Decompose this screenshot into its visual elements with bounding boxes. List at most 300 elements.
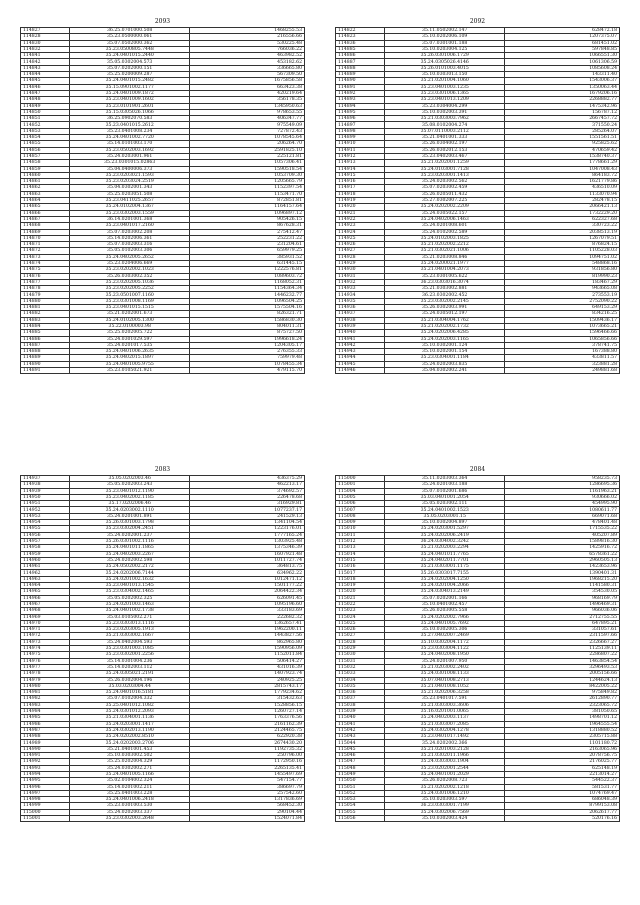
row-code-cell: 35.21.0303002.1667 — [70, 633, 190, 639]
row-code-cell: 35.23.0202005.2252 — [70, 286, 190, 292]
row-code-cell: 35.21.0202001.673 — [70, 311, 190, 317]
row-code-cell: 35.24.0202002.2209 — [385, 204, 505, 210]
row-value-cell: 2161162.39 — [190, 721, 305, 727]
row-id-cell: 114847 — [21, 90, 70, 96]
row-value-cell: 568452.30 — [190, 803, 305, 809]
row-code-cell: 35.24.0402008.1950 — [385, 652, 505, 658]
row-value-cell: 930666.02 — [505, 494, 620, 500]
row-value-cell: 1077237.17 — [190, 507, 305, 513]
row-code-cell: 35.03.0105002.271 — [70, 614, 190, 620]
row-id-cell: 115035 — [336, 683, 385, 689]
row-id-cell: 114891 — [336, 84, 385, 90]
row-code-cell: 35.21.0303007.2085 — [385, 721, 505, 727]
row-id-cell: 114960 — [21, 557, 70, 563]
row-id-cell: 114916 — [336, 179, 385, 185]
row-code-cell: 35.11.0502002.147 — [385, 28, 505, 34]
row-code-cell: 35.21.0202002.1732 — [385, 323, 505, 329]
block-title: 2084 — [469, 466, 486, 473]
row-value-cell: 1152397.54 — [190, 185, 305, 191]
row-id-cell: 114828 — [21, 34, 70, 40]
row-code-cell: 35.24.0201003.1463 — [70, 601, 190, 607]
table-row — [21, 368, 305, 374]
row-id-cell: 114976 — [21, 658, 70, 664]
row-code-cell: 35.24.0402003.2267 — [70, 551, 190, 557]
row-id-cell: 114932 — [336, 279, 385, 285]
row-id-cell: 114941 — [336, 336, 385, 342]
row-id-cell: 115005 — [336, 494, 385, 500]
row-value-cell: 2323065.72 — [505, 702, 620, 708]
row-value-cell: 276355.33 — [190, 349, 305, 355]
row-value-cell: 1538740.37 — [505, 153, 620, 159]
row-value-cell: 143311.40 — [505, 72, 620, 78]
row-id-cell: 115056 — [336, 816, 385, 822]
row-value-cell: 241529.13 — [190, 513, 305, 519]
row-code-cell: 35.24.0301012.2093 — [70, 708, 190, 714]
row-code-cell: 35.23.0401015.1515 — [70, 305, 190, 311]
row-value-cell: 1066551.30 — [505, 53, 620, 59]
row-id-cell: 114939 — [336, 323, 385, 329]
row-id-cell: 114940 — [336, 330, 385, 336]
data-table — [335, 475, 620, 822]
row-id-cell: 114937 — [336, 311, 385, 317]
row-code-cell: 35.07.0203002.208 — [70, 229, 190, 235]
row-value-cell: 1125139.11 — [505, 646, 620, 652]
row-id-cell: 114990 — [21, 746, 70, 752]
row-id-cell: 115021 — [336, 595, 385, 601]
row-code-cell: 35.14.0201002.211 — [70, 784, 190, 790]
row-id-cell: 115028 — [336, 639, 385, 645]
row-code-cell: 35.23.0304004.299 — [385, 103, 505, 109]
row-code-cell: 35.23.0302003.1559 — [70, 210, 190, 216]
row-code-cell: 36.14.0201001.368 — [70, 216, 190, 222]
row-id-cell: 114974 — [21, 646, 70, 652]
row-code-cell: 35.24.0401002.1523 — [385, 507, 505, 513]
row-code-cell: 35.23.0401015.2612 — [70, 122, 190, 128]
row-id-cell: 114946 — [336, 368, 385, 374]
row-value-cell: 222682.32 — [190, 614, 305, 620]
row-value-cell: 1154364.34 — [190, 286, 305, 292]
row-id-cell: 114980 — [21, 683, 70, 689]
row-id-cell: 114879 — [21, 292, 70, 298]
row-code-cell: 35.23.0204006.669 — [70, 260, 190, 266]
row-value-cell: 1345950.63 — [190, 103, 305, 109]
row-id-cell: 114926 — [336, 242, 385, 248]
row-id-cell: 114881 — [21, 305, 70, 311]
row-id-cell: 114894 — [336, 103, 385, 109]
row-code-cell: 35.24.0401002.1738 — [70, 608, 190, 614]
row-code-cell: 35.23.0402003.467 — [385, 153, 505, 159]
row-code-cell: 35.24.0203002.1110 — [70, 507, 190, 513]
row-value-cell: 257542.60 — [190, 790, 305, 796]
row-code-cell: 35.24.0203001.961 — [70, 153, 190, 159]
row-value-cell: 1078455.34 — [190, 361, 305, 367]
row-code-cell: 35.21.0401004.2073 — [385, 267, 505, 273]
row-code-cell: 35.24.0301029.597 — [70, 336, 190, 342]
table-block-2084 — [335, 466, 620, 822]
row-id-cell: 115032 — [336, 664, 385, 670]
row-value-cell: 597848.85 — [505, 46, 620, 52]
row-code-cell: 35.15.0901002.1177 — [70, 84, 190, 90]
row-id-cell: 115049 — [336, 771, 385, 777]
row-id-cell: 114876 — [21, 273, 70, 279]
row-value-cell: 231204.61 — [190, 242, 305, 248]
row-code-cell: 35.27.0302007.225 — [385, 198, 505, 204]
row-code-cell: 35.14.0202006.361 — [70, 235, 190, 241]
row-code-cell: 35.22.0100003.98 — [70, 323, 190, 329]
row-id-cell: 114989 — [21, 740, 70, 746]
row-code-cell: 35.24.0102005.1300 — [70, 317, 190, 323]
row-id-cell: 114899 — [336, 135, 385, 141]
row-value-cell: 8799153.08 — [505, 803, 620, 809]
row-code-cell: 35.24.0303003.1904 — [385, 759, 505, 765]
row-id-cell: 114999 — [21, 803, 70, 809]
row-id-cell: 114863 — [21, 191, 70, 197]
row-code-cell: 35.24.0305026.4146 — [385, 59, 505, 65]
row-value-cell: 249881.68 — [505, 368, 620, 374]
row-code-cell: 35.07.0102004.332 — [70, 696, 190, 702]
row-code-cell: 35.24.0102002.589 — [385, 229, 505, 235]
row-code-cell: 35.24.0202006.7144 — [70, 570, 190, 576]
row-code-cell: 35.24.0305012.197 — [385, 311, 505, 317]
row-value-cell: 1222576.81 — [190, 267, 305, 273]
row-code-cell: 35.21.0401008.1052 — [385, 683, 505, 689]
row-value-cell: 405207.89 — [505, 532, 620, 538]
row-code-cell: 35.21.0202001.1259 — [385, 160, 505, 166]
row-value-cell: 1501177.22 — [190, 583, 305, 589]
block-title: 2093 — [154, 18, 171, 25]
row-id-cell: 114866 — [21, 210, 70, 216]
row-id-cell: 115011 — [336, 532, 385, 538]
row-value-cell: 1778661.29 — [505, 160, 620, 166]
row-id-cell: 114841 — [21, 53, 70, 59]
row-code-cell: 35.23.0304001.1184 — [385, 355, 505, 361]
row-value-cell: 1675856.58 — [190, 78, 305, 84]
row-value-cell: 1073665.21 — [505, 323, 620, 329]
row-value-cell: 1455497.69 — [190, 771, 305, 777]
row-value-cell: 867628.31 — [190, 223, 305, 229]
row-id-cell: 115008 — [336, 513, 385, 519]
row-value-cell: 2286807.22 — [505, 652, 620, 658]
row-code-cell: 35.23.0401017.2160 — [70, 223, 190, 229]
row-code-cell: 35.24.0401001.2029 — [385, 771, 505, 777]
row-code-cell: 35.24.0401006.2635 — [70, 349, 190, 355]
row-id-cell: 114890 — [336, 78, 385, 84]
row-value-cell: 681451.02 — [505, 40, 620, 46]
table-block-2093 — [20, 18, 305, 374]
row-code-cell: 35.24.0102003.1825 — [385, 235, 505, 241]
row-value-cell: 385931.52 — [190, 254, 305, 260]
row-value-cell: 381050.65 — [505, 708, 620, 714]
row-code-cell: 35.21.0401001.333 — [385, 135, 505, 141]
row-id-cell: 114912 — [336, 153, 385, 159]
row-id-cell: 114942 — [336, 342, 385, 348]
row-code-cell: 36.24.0304002.3242 — [385, 538, 505, 544]
row-value-cell: 1407923.74 — [190, 671, 305, 677]
row-code-cell: 35.23.0401013.1545 — [70, 583, 190, 589]
row-id-cell: 114887 — [21, 342, 70, 348]
data-table — [20, 475, 305, 822]
row-value-cell: 649153.29 — [505, 305, 620, 311]
row-code-cell: 35.10.0302004.897 — [385, 520, 505, 526]
row-value-cell: 925825.62 — [505, 141, 620, 147]
row-value-cell: 462213.17 — [190, 482, 305, 488]
row-id-cell: 114851 — [21, 116, 70, 122]
row-code-cell: 35.05.0302004.573 — [70, 59, 190, 65]
row-id-cell: 115041 — [336, 721, 385, 727]
row-code-cell: 35.23.0203021.1593 — [70, 172, 190, 178]
row-id-cell: 114982 — [21, 696, 70, 702]
row-value-cell: 1053709.30 — [190, 172, 305, 178]
row-id-cell: 114924 — [336, 229, 385, 235]
row-value-cell: 1341104.54 — [190, 520, 305, 526]
row-value-cell: 520176.16 — [505, 816, 620, 822]
row-value-cell: 2591825.10 — [190, 147, 305, 153]
row-value-cell: 1168052.31 — [190, 279, 305, 285]
row-code-cell: 35.23.0401008.234 — [70, 128, 190, 134]
row-code-cell: 35.23.0402002.1185 — [70, 494, 190, 500]
row-id-cell: 115034 — [336, 677, 385, 683]
row-id-cell: 114955 — [21, 526, 70, 532]
row-value-cell: 1260727.14 — [190, 708, 305, 714]
row-id-cell: 114822 — [336, 28, 385, 34]
row-value-cell: 2712755.55 — [505, 614, 620, 620]
row-value-cell: 1589816.30 — [505, 538, 620, 544]
row-id-cell: 114891 — [21, 368, 70, 374]
row-id-cell: 114870 — [21, 235, 70, 241]
row-value-cell: 647895.21 — [505, 620, 620, 626]
row-id-cell: 115029 — [336, 646, 385, 652]
row-id-cell: 114977 — [21, 664, 70, 670]
row-code-cell: 35.10.0303013.150 — [385, 72, 505, 78]
row-id-cell: 114886 — [21, 336, 70, 342]
row-value-cell: 354530.05 — [505, 589, 620, 595]
row-id-cell: 114892 — [336, 90, 385, 96]
row-code-cell: 35.23.0411025.2657 — [70, 198, 190, 204]
row-id-cell: 114889 — [336, 72, 385, 78]
row-id-cell: 115012 — [336, 538, 385, 544]
row-value-cell: 431016.39 — [190, 664, 305, 670]
table-row — [336, 816, 620, 822]
row-value-cell: 1390401.31 — [505, 570, 620, 576]
row-code-cell: 35.21.0201004.1060 — [385, 78, 505, 84]
row-value-cell: 479115.70 — [190, 368, 305, 374]
row-code-cell: 35.04.0302002.241 — [385, 368, 505, 374]
row-value-cell: 766036.22 — [190, 46, 305, 52]
row-code-cell: 35.21.0303002.881 — [385, 286, 505, 292]
row-code-cell: 35.24.0203002.562 — [385, 179, 505, 185]
row-id-cell: 115051 — [336, 784, 385, 790]
row-id-cell: 114933 — [336, 286, 385, 292]
row-value-cell: 626091.45 — [190, 595, 305, 601]
row-code-cell: 35.23.0401003.1235 — [385, 84, 505, 90]
row-value-cell: 1679206.16 — [505, 90, 620, 96]
row-value-cell: 250796.00 — [190, 753, 305, 759]
row-id-cell: 114929 — [336, 260, 385, 266]
row-code-cell: 35.05.0202002.325 — [70, 595, 190, 601]
row-id-cell: 114884 — [21, 323, 70, 329]
row-value-cell: 1423653.96 — [505, 564, 620, 570]
row-value-cell: 1096897.12 — [190, 210, 305, 216]
row-code-cell: 35.10.0303002.502 — [70, 753, 190, 759]
row-code-cell: 35.24.0202003.1165 — [385, 336, 505, 342]
row-id-cell: 114885 — [336, 46, 385, 52]
row-value-cell: 1244624.13 — [505, 677, 620, 683]
row-code-cell: 35.23.0302001.2256 — [70, 652, 190, 658]
row-code-cell: 35.23.0202005.1036 — [70, 279, 190, 285]
row-id-cell: 114970 — [21, 620, 70, 626]
row-code-cell: 35.10.0202006.109 — [385, 34, 505, 40]
row-value-cell: 663423.38 — [190, 84, 305, 90]
row-value-cell: 966036.06 — [505, 608, 620, 614]
row-code-cell: 35.24.0203001.1417 — [70, 721, 190, 727]
row-value-cell: 1763376.56 — [190, 715, 305, 721]
row-value-cell: 634962.22 — [190, 570, 305, 576]
row-code-cell: 35.03.0203004.44 — [70, 683, 190, 689]
row-id-cell: 114935 — [336, 298, 385, 304]
row-code-cell: 35.24.0401011.7765 — [385, 551, 505, 557]
row-id-cell: 115023 — [336, 608, 385, 614]
row-code-cell: 35.21.0201003.2128 — [385, 746, 505, 752]
row-value-cell: 1779234.62 — [190, 690, 305, 696]
row-code-cell: 35.24.0402003.1137 — [385, 715, 505, 721]
row-value-cell: 1375346.39 — [190, 545, 305, 551]
row-id-cell: 114988 — [21, 734, 70, 740]
row-code-cell: 35.16.0201001.0065 — [385, 708, 505, 714]
row-value-cell: 275412.47 — [190, 229, 305, 235]
row-code-cell: 35.23.0302003.2648 — [70, 816, 190, 822]
row-id-cell: 114836 — [336, 40, 385, 46]
row-code-cell: 35.24.0401005.1166 — [70, 771, 190, 777]
row-code-cell: 35.24.0401006.2418 — [70, 797, 190, 803]
row-value-cell: 1011727.74 — [190, 557, 305, 563]
row-code-cell: 35.24.0202002.7966 — [385, 614, 505, 620]
row-value-cell: 548868.16 — [505, 260, 620, 266]
row-value-cell: 1425916.72 — [505, 545, 620, 551]
row-value-cell: 2815743.17 — [190, 683, 305, 689]
row-id-cell: 114898 — [336, 128, 385, 134]
row-value-cell: 625148.19 — [505, 765, 620, 771]
row-id-cell: 115047 — [336, 759, 385, 765]
row-id-cell: 114871 — [21, 242, 70, 248]
row-code-cell: 35.04.0302001.343 — [70, 185, 190, 191]
row-id-cell: 114895 — [336, 109, 385, 115]
row-code-cell: 35.23.0301008.1169 — [70, 298, 190, 304]
row-id-cell: 114964 — [21, 583, 70, 589]
row-value-cell: 371550.24 — [505, 122, 620, 128]
row-id-cell: 114979 — [21, 677, 70, 683]
row-code-cell: 35.26.0301003.1798 — [70, 520, 190, 526]
row-code-cell: 35.24.0201017.535 — [70, 342, 190, 348]
row-value-cell: 1524071.84 — [190, 816, 305, 822]
row-code-cell: 35.24.0502002.2172 — [70, 564, 190, 570]
row-id-cell: 114930 — [336, 267, 385, 273]
row-value-cell: 1621779.86 — [505, 179, 620, 185]
row-value-cell: 1962200.11 — [190, 627, 305, 633]
row-code-cell: 35.10.0302003.391 — [385, 109, 505, 115]
data-table — [20, 27, 305, 374]
row-code-cell: 35.21.0303003.7962 — [385, 116, 505, 122]
row-code-cell: 35.05.0102003.306 — [70, 248, 190, 254]
row-code-cell: 36.23.0303001.7199 — [385, 803, 505, 809]
table-block-2092 — [335, 18, 620, 374]
row-code-cell: 35.07.0302003.316 — [70, 242, 190, 248]
row-code-cell: 35.24.0202001.237 — [70, 532, 190, 538]
row-id-cell: 114971 — [21, 627, 70, 633]
row-value-cell: 433811.57 — [505, 355, 620, 361]
row-code-cell: 35.23.0302002.2145 — [385, 298, 505, 304]
row-code-cell: 35.21.0302011.1966 — [385, 753, 505, 759]
row-value-cell: 1094751.02 — [505, 254, 620, 260]
row-value-cell: 975549.09 — [190, 122, 305, 128]
row-id-cell: 114873 — [21, 254, 70, 260]
row-code-cell: 35.24.0202006.2419 — [385, 532, 505, 538]
data-table — [335, 27, 620, 374]
row-value-cell: 2005156.66 — [505, 671, 620, 677]
row-code-cell: 36.25.0902070.583 — [70, 116, 190, 122]
row-id-cell: 115042 — [336, 727, 385, 733]
row-code-cell: 35.21.0302021.1006 — [385, 248, 505, 254]
row-id-cell: 115038 — [336, 702, 385, 708]
row-code-cell: 35.07.0102001.686 — [385, 488, 505, 494]
row-code-cell: 35.24.0302013.1190 — [70, 727, 190, 733]
row-code-cell: 35.24.0305021.2191 — [70, 671, 190, 677]
row-value-cell: 2066421.13 — [505, 204, 620, 210]
row-value-cell: 1475342.96 — [505, 103, 620, 109]
row-id-cell: 114844 — [21, 72, 70, 78]
row-code-cell: 35.23.0500805.7448 — [70, 46, 190, 52]
row-id-cell: 114848 — [21, 97, 70, 103]
row-value-cell: 316929.81 — [190, 501, 305, 507]
row-id-cell: 114950 — [21, 494, 70, 500]
row-id-cell: 114962 — [21, 570, 70, 576]
row-code-cell: 35.07.0401008.2713 — [385, 677, 505, 683]
row-code-cell: 35.23.0301005.622 — [385, 273, 505, 279]
row-code-cell: 35.23.0301003.530 — [70, 803, 190, 809]
row-id-cell: 115026 — [336, 627, 385, 633]
row-id-cell: 115040 — [336, 715, 385, 721]
row-value-cell: 1596466.66 — [505, 330, 620, 336]
row-id-cell: 115024 — [336, 614, 385, 620]
row-value-cell: 478401.48 — [505, 520, 620, 526]
row-code-cell: 35.24.0202003.835 — [385, 361, 505, 367]
row-id-cell: 115027 — [336, 633, 385, 639]
row-code-cell: 35.24.0401002.7720 — [70, 135, 190, 141]
row-value-cell: 1164157.64 — [190, 204, 305, 210]
row-id-cell: 114938 — [21, 482, 70, 488]
row-value-cell: 206264.70 — [190, 141, 305, 147]
row-id-cell: 114953 — [21, 513, 70, 519]
row-value-cell: 1089603.72 — [190, 273, 305, 279]
row-value-cell: 2163065.96 — [505, 746, 620, 752]
row-code-cell: 35.24.0401016.5181 — [70, 690, 190, 696]
row-code-cell: 35.24.0202004.1250 — [385, 576, 505, 582]
row-value-cell: 1543006.37 — [505, 78, 620, 84]
row-value-cell: 1590956.09 — [190, 646, 305, 652]
row-code-cell: 35.24.0402005.2652 — [70, 254, 190, 260]
row-value-cell: 2124465.75 — [190, 727, 305, 733]
row-id-cell: 114854 — [21, 135, 70, 141]
row-code-cell: 35.07.0301001.188 — [385, 40, 505, 46]
row-id-cell: 115054 — [336, 803, 385, 809]
row-code-cell: 35.24.0201007.950 — [385, 658, 505, 664]
row-id-cell: 115016 — [336, 564, 385, 570]
row-value-cell: 1080611.77 — [505, 507, 620, 513]
row-code-cell: 35.23.0202001.2544 — [385, 765, 505, 771]
row-code-cell: 35.23.0500000.061 — [70, 34, 190, 40]
block-title: 2083 — [154, 466, 171, 473]
row-code-cell: 35.24.0201001.891 — [70, 513, 190, 519]
row-code-cell: 35.21.0203008.846 — [385, 254, 505, 260]
